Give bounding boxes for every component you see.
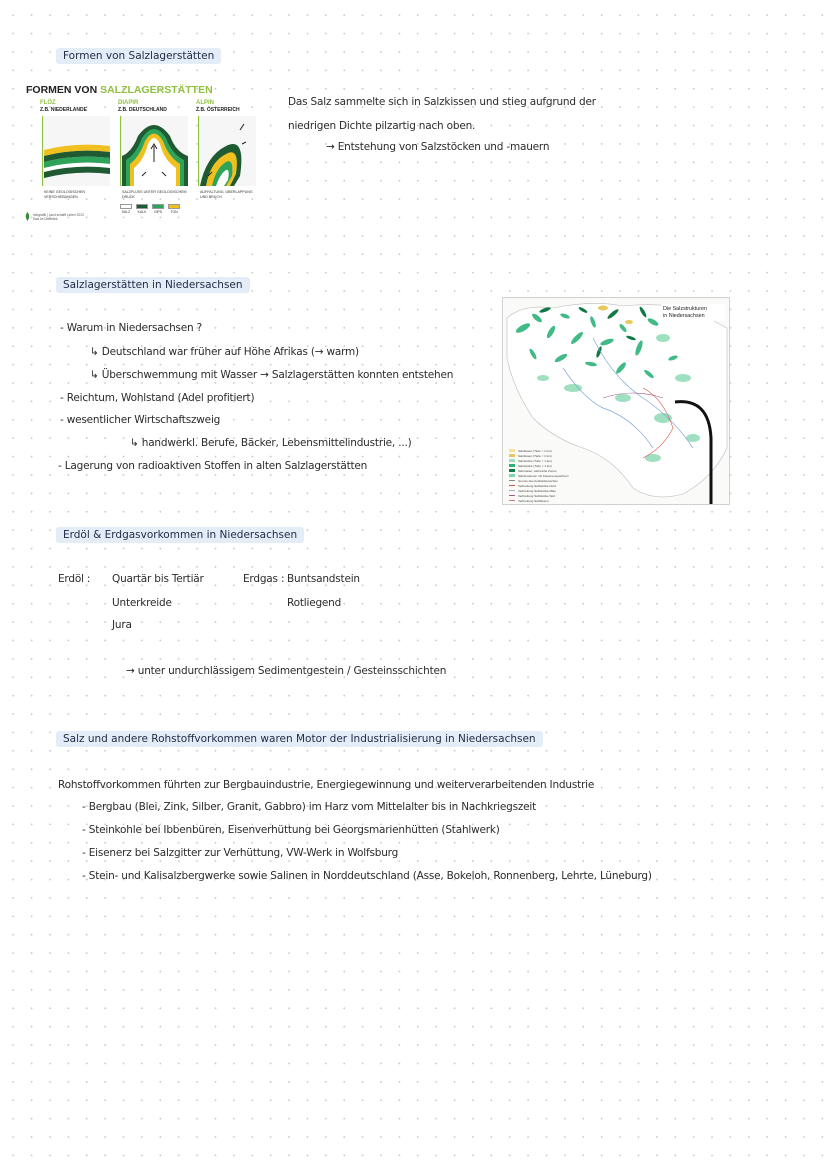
infographic-title-accent: SALZLAGERSTÄTTEN xyxy=(100,84,213,96)
legend-item-ton xyxy=(168,204,180,214)
legend-item-salz xyxy=(120,204,132,214)
erdoel-label: Erdöl : xyxy=(58,573,91,585)
legend-item-gips xyxy=(152,204,164,214)
list-line-2: ↳ Deutschland war früher auf Höhe Afrikas (→ warm) xyxy=(90,346,359,358)
erdgas-item-2: Rotliegend xyxy=(287,597,342,609)
diapir-illustration xyxy=(118,116,190,186)
panel-head: DIAPIR xyxy=(118,100,139,106)
erdgas-label: Erdgas : xyxy=(243,573,285,585)
panel-sub: Z.B. NIEDERLANDE xyxy=(40,107,87,113)
panel-head: ALPIN xyxy=(196,100,214,106)
erdoel-item-1: Quartär bis Tertiär xyxy=(112,573,204,585)
industry-item-4: - Stein- und Kalisalzbergwerke sowie Salinen in Norddeutschland (Asse, Bokeloh, Ronnenberg, Lehrte, Lüneburg) xyxy=(82,870,652,882)
legend-label: TON xyxy=(170,210,178,214)
infographic-source: Infografik | Land schafft Leben 2023 Salz im Überblick xyxy=(33,212,84,221)
panel-floez xyxy=(40,100,112,206)
panel-sub: Z.B. ÖSTERREICH xyxy=(196,107,240,113)
legend-label: SALZ xyxy=(121,210,131,214)
panel-head: FLÖZ xyxy=(40,100,56,106)
salt-structures-map xyxy=(502,297,730,505)
legend-item-kalk xyxy=(136,204,148,214)
note-line-1: Das Salz sammelte sich in Salzkissen und stieg aufgrund der xyxy=(288,96,596,108)
floez-illustration xyxy=(40,116,112,186)
map-legend-label: Verbreitung Salzstöcke Süd xyxy=(518,493,555,498)
map-legend-label: Salzstöcke (Tiefe < 1 km) xyxy=(518,463,552,468)
legend-label: GIPS xyxy=(153,210,163,214)
salt-forms-infographic xyxy=(26,84,258,224)
infographic-title xyxy=(26,84,213,96)
map-legend-label: Salzkissen (Tiefe < 1 km) xyxy=(518,453,552,458)
legend-label: KALK xyxy=(137,210,147,214)
map-legend-label: Grenze des Ausbissbereiches xyxy=(518,478,558,483)
oil-gas-note: → unter undurchlässigem Sedimentgestein / Gesteinsschichten xyxy=(126,665,447,677)
note-line-2: niedrigen Dichte pilzartig nach oben. xyxy=(288,120,476,132)
map-legend-label: Salzstrukturen mit Kavernenspeichern xyxy=(518,473,569,478)
list-line-4: - Reichtum, Wohlstand (Adel profitiert) xyxy=(60,392,255,404)
panel-sub: Z.B. DEUTSCHLAND xyxy=(118,107,167,113)
map-legend-item xyxy=(509,498,609,503)
erdoel-item-2: Unterkreide xyxy=(112,597,172,609)
list-line-6: ↳ handwerkl. Berufe, Bäcker, Lebensmittelindustrie, ...) xyxy=(130,437,412,449)
map-legend-label: Salzmauer, salzreiche Zonen xyxy=(518,468,557,473)
note-line-3: → Entstehung von Salzstöcken und -mauern xyxy=(326,141,550,153)
list-line-3: ↳ Überschwemmung mit Wasser → Salzlagerstätten konnten entstehen xyxy=(90,369,454,381)
map-legend-label: Verbreitung Salzstöcke Nord xyxy=(518,483,557,488)
map-legend-label: Salzstöcke (Tiefe > 1 km) xyxy=(518,458,552,463)
alpin-illustration xyxy=(196,116,258,186)
list-line-1: - Warum in Niedersachsen ? xyxy=(60,322,203,334)
section-heading-salt-forms: Formen von Salzlagerstätten xyxy=(56,48,221,64)
industry-item-1: - Bergbau (Blei, Zink, Silber, Granit, Gabbro) im Harz vom Mittelalter bis in Nachkriegszeit xyxy=(82,801,537,813)
list-line-5: - wesentlicher Wirtschaftszweig xyxy=(60,414,221,426)
map-title: Die Salzstrukturen in Niedersachsen xyxy=(661,304,725,321)
industry-item-3: - Eisenerz bei Salzgitter zur Verhüttung, VW-Werk in Wolfsburg xyxy=(82,847,399,859)
list-line-7: - Lagerung von radioaktiven Stoffen in alten Salzlagerstätten xyxy=(58,460,368,472)
erdoel-item-3: Jura xyxy=(112,619,132,631)
panel-caption: AUFFALTUNG, ÜBERLAPPUNG UND BRUCH xyxy=(200,190,253,199)
map-legend-label: Verbreitung Salzstöcke Mitte xyxy=(518,488,557,493)
section-heading-niedersachsen: Salzlagerstätten in Niedersachsen xyxy=(56,277,250,293)
infographic-title-main: FORMEN VON xyxy=(26,84,98,96)
map-legend-label: Verbreitung Salzkissen xyxy=(518,498,549,503)
leaf-logo-icon xyxy=(24,212,31,221)
infographic-footer xyxy=(24,212,84,221)
infographic-legend xyxy=(120,204,180,214)
industry-item-2: - Steinkohle bei Ibbenbüren, Eisenverhüttung bei Georgsmarienhütten (Stahlwerk) xyxy=(82,824,500,836)
section-heading-industrialization: Salz und andere Rohstoffvorkommen waren Motor der Industrialisierung in Niedersachsen xyxy=(56,731,543,747)
section-heading-oil-gas: Erdöl & Erdgasvorkommen in Niedersachsen xyxy=(56,527,304,543)
industry-intro: Rohstoffvorkommen führten zur Bergbauindustrie, Energiegewinnung und weiterverarbeitenden Industrie xyxy=(58,779,595,791)
panel-alpin xyxy=(196,100,268,206)
map-legend-label: Salzkissen (Tiefe > 1 km) xyxy=(518,448,552,453)
panel-diapir xyxy=(118,100,190,206)
panel-caption: SALZFLUSS UNTER GEOLOGISCHEM DRUCK xyxy=(122,190,187,199)
erdgas-item-1: Buntsandstein xyxy=(287,573,360,585)
map-legend xyxy=(509,448,609,503)
panel-caption: KEINE GEOLOGISCHEN VERSCHIEBUNGEN xyxy=(44,190,85,199)
